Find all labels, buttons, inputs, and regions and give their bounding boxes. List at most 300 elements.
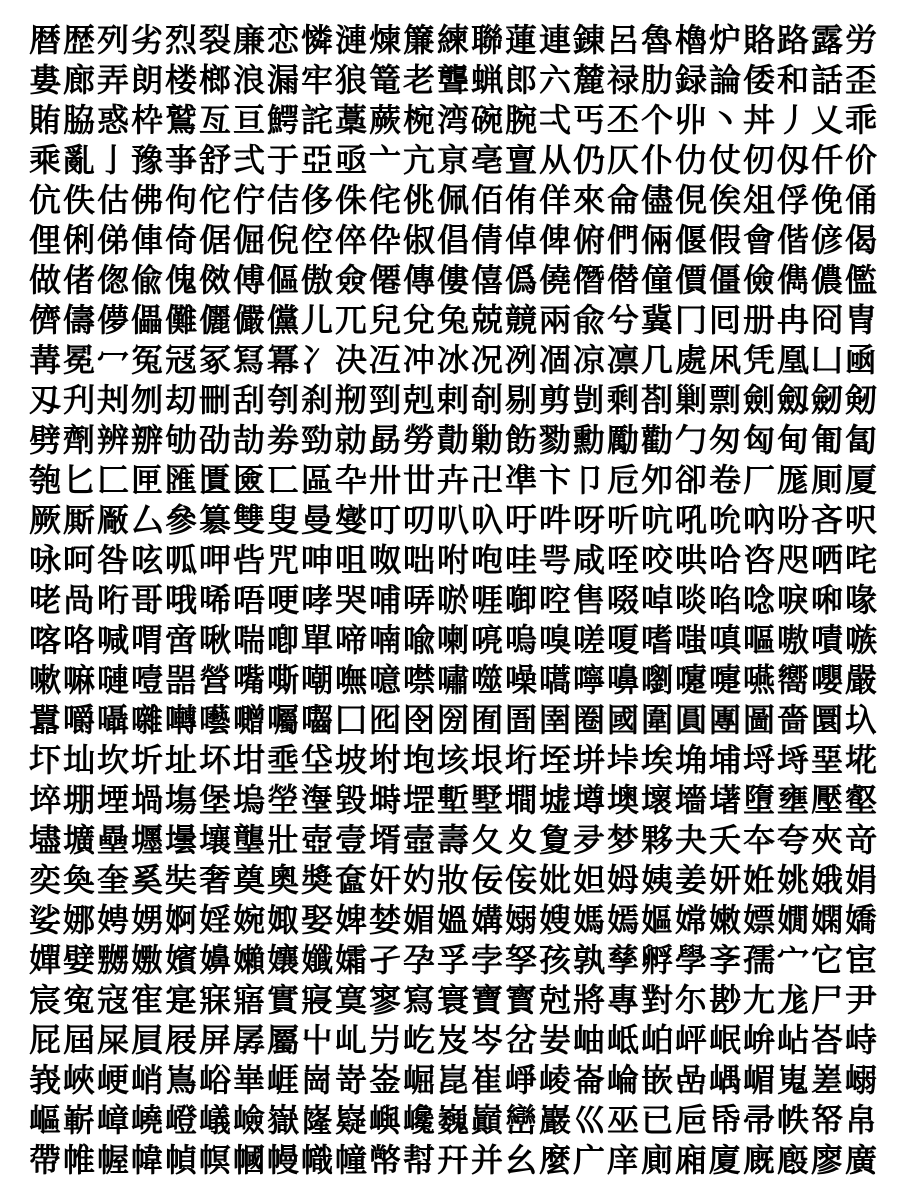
glyph: 屆: [62, 1021, 95, 1059]
glyph: 冓: [28, 341, 61, 379]
glyph: 垉: [402, 741, 435, 779]
glyph: 寥: [368, 981, 401, 1019]
glyph: 嫩: [708, 901, 741, 939]
glyph: 娥: [810, 861, 843, 899]
glyph: 吽: [538, 501, 571, 539]
glyph: 嫗: [640, 901, 673, 939]
glyph: 嫺: [776, 901, 809, 939]
glyph: 仄: [606, 141, 639, 179]
glyph: 厥: [28, 501, 61, 539]
glyph-row: [28, 60, 878, 100]
glyph: 櫓: [674, 21, 707, 59]
glyph: 舒: [198, 141, 231, 179]
glyph: 哦: [164, 581, 197, 619]
glyph: 仟: [810, 141, 843, 179]
glyph: 妲: [572, 861, 605, 899]
glyph: 壥: [130, 821, 163, 859]
glyph: 崙: [572, 1061, 605, 1099]
glyph: 堽: [402, 781, 435, 819]
glyph: 听: [606, 501, 639, 539]
glyph: 飭: [504, 421, 537, 459]
glyph: 哇: [504, 541, 537, 579]
glyph: 囓: [300, 701, 333, 739]
glyph: 練: [436, 21, 469, 59]
glyph: 儿: [300, 301, 333, 339]
glyph: 垤: [538, 741, 571, 779]
glyph: 露: [810, 21, 843, 59]
glyph: 幄: [96, 1141, 129, 1179]
glyph: 篭: [368, 61, 401, 99]
glyph-row: [28, 1140, 878, 1180]
glyph: 嚏: [708, 661, 741, 699]
glyph: 兌: [402, 301, 435, 339]
glyph: 幺: [504, 1141, 537, 1179]
glyph: 唳: [776, 581, 809, 619]
glyph: 裂: [198, 21, 231, 59]
glyph: 勵: [606, 421, 639, 459]
glyph: 對: [640, 981, 673, 1019]
glyph: 連: [538, 21, 571, 59]
glyph: 禄: [606, 61, 639, 99]
glyph: 刹: [300, 381, 333, 419]
glyph: 峩: [28, 1061, 61, 1099]
glyph: 倅: [334, 221, 367, 259]
glyph: 剿: [674, 381, 707, 419]
glyph: 倔: [232, 221, 265, 259]
glyph: 嵎: [708, 1061, 741, 1099]
glyph: 呀: [572, 501, 605, 539]
glyph: 儖: [844, 261, 877, 299]
glyph: 劭: [198, 421, 231, 459]
glyph: 嗄: [606, 621, 639, 659]
glyph: 弄: [96, 61, 129, 99]
glyph: 僥: [538, 261, 571, 299]
glyph: 凖: [504, 461, 537, 499]
glyph: 夾: [810, 821, 843, 859]
glyph: 凰: [776, 341, 809, 379]
glyph: 姆: [606, 861, 639, 899]
glyph: 囁: [96, 701, 129, 739]
glyph: 卅: [368, 461, 401, 499]
glyph: 勗: [368, 421, 401, 459]
glyph: 夐: [538, 821, 571, 859]
glyph: 丕: [606, 101, 639, 139]
glyph: 蓮: [504, 21, 537, 59]
glyph: 亞: [300, 141, 333, 179]
glyph: 哽: [266, 581, 299, 619]
glyph: 刧: [164, 381, 197, 419]
glyph: 从: [538, 141, 571, 179]
glyph: 姜: [674, 861, 707, 899]
glyph: 嶷: [334, 1101, 367, 1139]
glyph: 帷: [62, 1141, 95, 1179]
glyph: 尓: [674, 981, 707, 1019]
glyph: 劍: [742, 381, 775, 419]
glyph-row: [28, 620, 878, 660]
glyph: 咤: [844, 541, 877, 579]
glyph: 幗: [232, 1141, 265, 1179]
glyph: 哈: [708, 541, 741, 579]
glyph: 亂: [62, 141, 95, 179]
glyph: 嵳: [810, 1061, 843, 1099]
glyph: 剔: [504, 381, 537, 419]
glyph: 壺: [300, 821, 333, 859]
glyph: 壘: [96, 821, 129, 859]
glyph: 圜: [810, 701, 843, 739]
glyph: 剋: [402, 381, 435, 419]
glyph: 呱: [164, 541, 197, 579]
glyph: 凵: [810, 341, 843, 379]
glyph: 和: [776, 61, 809, 99]
glyph: 侈: [300, 181, 333, 219]
glyph: 囹: [402, 701, 435, 739]
glyph: 寔: [164, 981, 197, 1019]
glyph: 凛: [606, 341, 639, 379]
glyph: 媚: [402, 901, 435, 939]
glyph: 壹: [334, 821, 367, 859]
glyph: 聾: [436, 61, 469, 99]
glyph: 屶: [368, 1021, 401, 1059]
glyph: 奘: [164, 861, 197, 899]
glyph: 幃: [130, 1141, 163, 1179]
glyph: 嵶: [844, 1061, 877, 1099]
glyph: 俶: [402, 221, 435, 259]
glyph: 寰: [436, 981, 469, 1019]
glyph: 嗽: [28, 661, 61, 699]
glyph: 嚥: [742, 661, 775, 699]
glyph: 个: [640, 101, 673, 139]
glyph: 藁: [334, 101, 367, 139]
glyph: 冏: [810, 301, 843, 339]
glyph: 孕: [402, 941, 435, 979]
glyph: 烈: [164, 21, 197, 59]
glyph: 嗟: [572, 621, 605, 659]
glyph: 峇: [810, 1021, 843, 1059]
glyph: 僞: [504, 261, 537, 299]
glyph: 儘: [640, 181, 673, 219]
glyph: 堙: [96, 781, 129, 819]
glyph: 牢: [300, 61, 333, 99]
glyph: 嫋: [504, 901, 537, 939]
glyph-row: [28, 980, 878, 1020]
glyph: 單: [300, 621, 333, 659]
glyph: 堝: [130, 781, 163, 819]
glyph: 尨: [776, 981, 809, 1019]
glyph: 丱: [674, 101, 707, 139]
glyph: 斈: [708, 941, 741, 979]
glyph-row: [28, 260, 878, 300]
glyph: 况: [470, 341, 503, 379]
glyph: 埆: [674, 741, 707, 779]
glyph-row: [28, 900, 878, 940]
glyph: 屎: [96, 1021, 129, 1059]
glyph: 于: [266, 141, 299, 179]
glyph: 竸: [504, 301, 537, 339]
glyph: 嵬: [776, 1061, 809, 1099]
glyph: 價: [674, 261, 707, 299]
glyph: 孱: [232, 1021, 265, 1059]
glyph: 儼: [232, 301, 265, 339]
glyph: 吭: [640, 501, 673, 539]
glyph: 叟: [266, 501, 299, 539]
glyph: 咆: [470, 541, 503, 579]
glyph: 夂: [470, 821, 503, 859]
glyph: 庠: [606, 1141, 639, 1179]
glyph: 呷: [198, 541, 231, 579]
glyph: 囘: [708, 301, 741, 339]
glyph: 喩: [402, 621, 435, 659]
glyph: 冱: [368, 341, 401, 379]
glyph: 狼: [334, 61, 367, 99]
glyph: 俐: [62, 221, 95, 259]
glyph: 咀: [334, 541, 367, 579]
glyph: 圍: [640, 701, 673, 739]
glyph: 寶: [470, 981, 503, 1019]
glyph: 冑: [844, 301, 877, 339]
glyph: 乂: [810, 101, 843, 139]
glyph: 營: [198, 661, 231, 699]
glyph: 亙: [198, 101, 231, 139]
glyph: 崟: [368, 1061, 401, 1099]
glyph: 壽: [436, 821, 469, 859]
glyph: 簾: [402, 21, 435, 59]
glyph: 尹: [844, 981, 877, 1019]
glyph: 囿: [470, 701, 503, 739]
glyph: 嵋: [742, 1061, 775, 1099]
glyph: 鰐: [266, 101, 299, 139]
glyph: 剏: [334, 381, 367, 419]
glyph: 嶬: [198, 1101, 231, 1139]
glyph: 吼: [674, 501, 707, 539]
glyph: 圉: [538, 701, 571, 739]
glyph: 剴: [572, 381, 605, 419]
glyph: 唏: [198, 581, 231, 619]
glyph: 勍: [334, 421, 367, 459]
glyph: 嚀: [572, 661, 605, 699]
glyph: 帶: [28, 1141, 61, 1179]
glyph: 圦: [844, 701, 877, 739]
glyph: 并: [470, 1141, 503, 1179]
glyph: 厶: [130, 501, 163, 539]
glyph: 儔: [62, 301, 95, 339]
glyph: 匱: [198, 461, 231, 499]
glyph: 仂: [674, 141, 707, 179]
glyph: 丗: [402, 461, 435, 499]
glyph: 嫂: [538, 901, 571, 939]
glyph: 叭: [436, 501, 469, 539]
glyph: 冕: [62, 341, 95, 379]
glyph: 垪: [572, 741, 605, 779]
glyph: 亘: [232, 101, 265, 139]
glyph: 啾: [198, 621, 231, 659]
glyph: 幎: [198, 1141, 231, 1179]
glyph: 麼: [538, 1141, 571, 1179]
glyph: 婁: [28, 61, 61, 99]
glyph: 圻: [130, 741, 163, 779]
glyph: 簒: [198, 501, 231, 539]
glyph: 哥: [130, 581, 163, 619]
glyph: 弌: [538, 101, 571, 139]
glyph: 孺: [742, 941, 775, 979]
glyph: 售: [572, 581, 605, 619]
glyph: 堡: [198, 781, 231, 819]
glyph: 娑: [28, 901, 61, 939]
glyph: 吩: [776, 501, 809, 539]
glyph: 嵌: [640, 1061, 673, 1099]
glyph: 喙: [844, 581, 877, 619]
glyph: 喨: [470, 621, 503, 659]
glyph: 勹: [674, 421, 707, 459]
glyph: 哮: [300, 581, 333, 619]
glyph: 脇: [62, 101, 95, 139]
glyph: 嘯: [436, 661, 469, 699]
glyph: 劣: [130, 21, 163, 59]
glyph: 匈: [742, 421, 775, 459]
glyph: 啼: [334, 621, 367, 659]
glyph: 嶼: [368, 1101, 401, 1139]
glyph: 廣: [844, 1141, 877, 1179]
glyph: 佗: [198, 181, 231, 219]
glyph: 壑: [844, 781, 877, 819]
glyph: 嚴: [844, 661, 877, 699]
glyph: 崛: [402, 1061, 435, 1099]
glyph: 咎: [96, 541, 129, 579]
glyph-row: [28, 180, 878, 220]
glyph: 傀: [164, 261, 197, 299]
glyph: 壼: [402, 821, 435, 859]
glyph: 匕: [62, 461, 95, 499]
glyph: 侏: [334, 181, 367, 219]
glyph: 佰: [470, 181, 503, 219]
glyph: 儡: [130, 301, 163, 339]
glyph: 媼: [436, 901, 469, 939]
glyph: 尢: [742, 981, 775, 1019]
glyph: 垠: [470, 741, 503, 779]
glyph: 俯: [572, 221, 605, 259]
glyph: 劒: [810, 381, 843, 419]
glyph: 巵: [674, 1101, 707, 1139]
glyph: 儺: [164, 301, 197, 339]
glyph: 幵: [436, 1141, 469, 1179]
glyph: 呵: [62, 541, 95, 579]
glyph: 傳: [402, 261, 435, 299]
glyph: 巉: [402, 1101, 435, 1139]
glyph: 兢: [470, 301, 503, 339]
glyph: 僭: [572, 261, 605, 299]
glyph: 亳: [470, 141, 503, 179]
glyph: 壅: [776, 781, 809, 819]
glyph: 亰: [436, 141, 469, 179]
glyph: 喀: [28, 621, 61, 659]
glyph: 倆: [640, 221, 673, 259]
glyph: 剄: [368, 381, 401, 419]
glyph: 岷: [708, 1021, 741, 1059]
glyph: 崗: [300, 1061, 333, 1099]
glyph: 俚: [28, 221, 61, 259]
glyph: 厦: [844, 461, 877, 499]
glyph: 崢: [504, 1061, 537, 1099]
glyph: 壙: [62, 821, 95, 859]
glyph: 郎: [504, 61, 537, 99]
glyph: 嫣: [606, 901, 639, 939]
glyph: 唔: [232, 581, 265, 619]
glyph: 腕: [504, 101, 537, 139]
glyph: 匚: [96, 461, 129, 499]
glyph: 呶: [368, 541, 401, 579]
glyph: 咫: [776, 541, 809, 579]
glyph: 墅: [470, 781, 503, 819]
glyph: 嬪: [164, 941, 197, 979]
glyph: 劈: [28, 421, 61, 459]
glyph: 嬌: [844, 901, 877, 939]
glyph: 夛: [572, 821, 605, 859]
glyph: 夘: [640, 461, 673, 499]
glyph: 孥: [504, 941, 537, 979]
glyph: 厂: [742, 461, 775, 499]
glyph: 垰: [606, 741, 639, 779]
glyph: 兀: [334, 301, 367, 339]
glyph: 匆: [708, 421, 741, 459]
glyph: 暦: [28, 21, 61, 59]
glyph-row: [28, 860, 878, 900]
glyph: 决: [334, 341, 367, 379]
glyph: 俾: [538, 221, 571, 259]
glyph-row: [28, 820, 878, 860]
glyph: 炉: [708, 21, 741, 59]
glyph: 匍: [810, 421, 843, 459]
glyph: 噫: [368, 661, 401, 699]
glyph: 岔: [504, 1021, 537, 1059]
glyph-row: [28, 500, 878, 540]
glyph-row: [28, 780, 878, 820]
glyph: 峭: [130, 1061, 163, 1099]
glyph: 媾: [470, 901, 503, 939]
glyph: 偸: [130, 261, 163, 299]
glyph: 咯: [62, 621, 95, 659]
glyph: 嶐: [300, 1101, 333, 1139]
glyph: 墮: [742, 781, 775, 819]
glyph: 夬: [674, 821, 707, 859]
glyph: 學: [674, 941, 707, 979]
glyph: 侑: [504, 181, 537, 219]
glyph: 枠: [130, 101, 163, 139]
glyph: 蝋: [470, 61, 503, 99]
glyph: 嘸: [334, 661, 367, 699]
glyph: 屬: [266, 1021, 299, 1059]
glyph: 屓: [130, 1021, 163, 1059]
glyph: 孩: [538, 941, 571, 979]
glyph: 几: [640, 341, 673, 379]
glyph: 甸: [776, 421, 809, 459]
glyph: 賄: [28, 101, 61, 139]
glyph: 壞: [640, 781, 673, 819]
glyph: 塒: [368, 781, 401, 819]
glyph: 垈: [300, 741, 333, 779]
glyph: 錬: [572, 21, 605, 59]
glyph: 啀: [470, 581, 503, 619]
glyph: 列: [96, 21, 129, 59]
glyph: 話: [810, 61, 843, 99]
glyph: 峅: [742, 1021, 775, 1059]
glyph: 辨: [96, 421, 129, 459]
glyph: 囑: [266, 701, 299, 739]
glyph: 嘖: [810, 621, 843, 659]
glyph: 垳: [504, 741, 537, 779]
glyph: 嫐: [130, 941, 163, 979]
glyph: 峙: [844, 1021, 877, 1059]
glyph: 處: [674, 341, 707, 379]
glyph: 墫: [572, 781, 605, 819]
